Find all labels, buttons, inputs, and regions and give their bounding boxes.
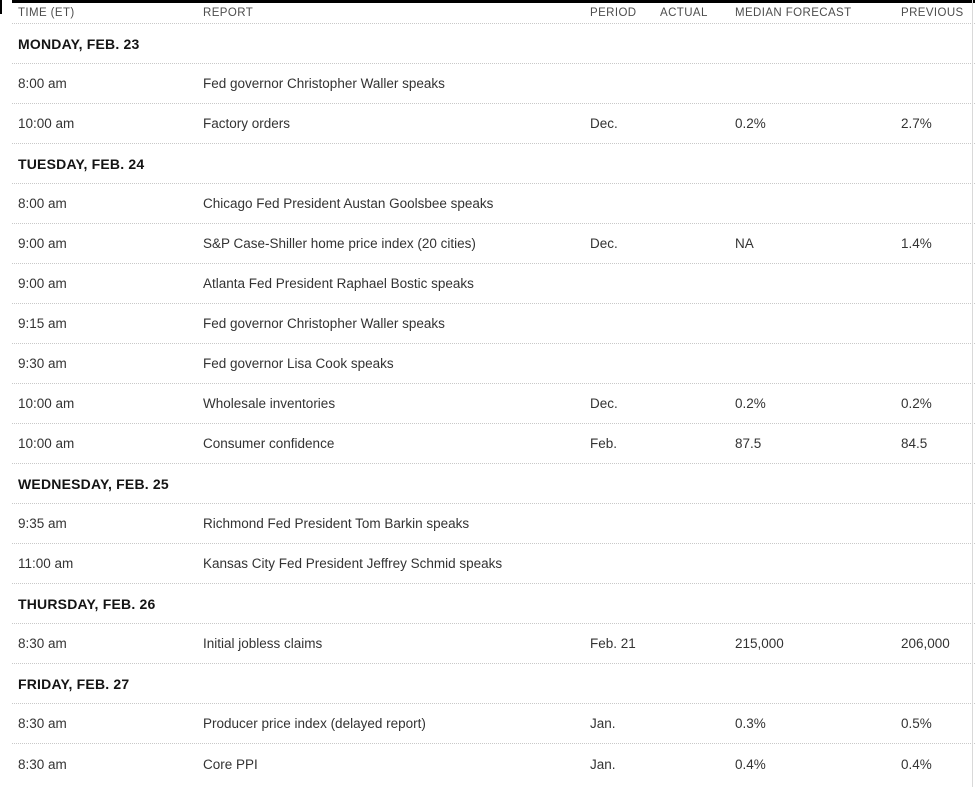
table-row	[12, 104, 975, 144]
cell-report: Initial jobless claims	[203, 636, 323, 651]
cell-time: 10:00 am	[18, 116, 75, 131]
cell-time: 8:00 am	[18, 196, 67, 211]
cell-median_forecast: 87.5	[735, 436, 762, 451]
cell-median_forecast: NA	[735, 236, 754, 251]
column-header-time: TIME (ET)	[18, 7, 75, 19]
cell-report: Consumer confidence	[203, 436, 335, 451]
corner-tick-mark	[0, 0, 2, 14]
column-header-report: REPORT	[203, 7, 254, 19]
day-header-label: TUESDAY, FEB. 24	[18, 155, 145, 172]
cell-previous: 0.5%	[901, 716, 932, 731]
table-row	[12, 264, 975, 304]
cell-report: Kansas City Fed President Jeffrey Schmid speaks	[203, 556, 503, 571]
table-row	[12, 64, 975, 104]
table-row	[12, 744, 975, 784]
cell-report: Richmond Fed President Tom Barkin speaks	[203, 516, 470, 531]
cell-period: Feb. 21	[590, 636, 636, 651]
right-edge-line	[972, 0, 973, 787]
table-row	[12, 184, 975, 224]
day-header-row	[12, 584, 975, 624]
table-row	[12, 344, 975, 384]
cell-previous: 2.7%	[901, 116, 932, 131]
column-header-median_forecast: MEDIAN FORECAST	[735, 7, 852, 19]
cell-time: 8:30 am	[18, 636, 67, 651]
table-header-row	[12, 3, 975, 24]
cell-median_forecast: 0.2%	[735, 396, 766, 411]
day-header-row	[12, 664, 975, 704]
cell-report: Factory orders	[203, 116, 291, 131]
cell-report: Fed governor Christopher Waller speaks	[203, 76, 445, 91]
day-header-row	[12, 144, 975, 184]
column-header-previous: PREVIOUS	[901, 7, 964, 19]
table-row	[12, 224, 975, 264]
cell-previous: 206,000	[901, 636, 950, 651]
table-row	[12, 504, 975, 544]
table-row	[12, 704, 975, 744]
cell-time: 10:00 am	[18, 396, 75, 411]
table-row	[12, 544, 975, 584]
cell-time: 11:00 am	[18, 556, 74, 571]
cell-report: Fed governor Christopher Waller speaks	[203, 316, 445, 331]
cell-median_forecast: 0.2%	[735, 116, 766, 131]
cell-time: 10:00 am	[18, 436, 75, 451]
cell-median_forecast: 0.4%	[735, 756, 766, 772]
cell-period: Jan.	[590, 756, 616, 772]
cell-time: 9:15 am	[18, 316, 67, 331]
cell-time: 9:30 am	[18, 356, 67, 371]
table-row	[12, 304, 975, 344]
cell-median_forecast: 0.3%	[735, 716, 766, 731]
cell-time: 9:35 am	[18, 516, 67, 531]
economic-calendar-table	[12, 0, 975, 784]
table-row	[12, 384, 975, 424]
cell-report: S&P Case-Shiller home price index (20 cities)	[203, 236, 476, 251]
cell-period: Dec.	[590, 396, 618, 411]
day-header-label: WEDNESDAY, FEB. 25	[18, 475, 169, 492]
cell-period: Feb.	[590, 436, 618, 451]
cell-time: 8:30 am	[18, 756, 67, 772]
table-row	[12, 424, 975, 464]
cell-report: Atlanta Fed President Raphael Bostic speaks	[203, 276, 474, 291]
cell-report: Core PPI	[203, 756, 258, 772]
cell-previous: 84.5	[901, 436, 928, 451]
column-header-period: PERIOD	[590, 7, 637, 19]
cell-median_forecast: 215,000	[735, 636, 784, 651]
cell-report: Wholesale inventories	[203, 396, 336, 411]
cell-period: Jan.	[590, 716, 616, 731]
table-body	[12, 24, 975, 784]
day-header-row	[12, 464, 975, 504]
day-header-row	[12, 24, 975, 64]
day-header-label: FRIDAY, FEB. 27	[18, 675, 130, 692]
cell-previous: 0.4%	[901, 756, 932, 772]
cell-report: Fed governor Lisa Cook speaks	[203, 356, 394, 371]
column-header-actual: ACTUAL	[660, 7, 708, 19]
day-header-label: THURSDAY, FEB. 26	[18, 595, 156, 612]
cell-time: 8:30 am	[18, 716, 67, 731]
table-row	[12, 624, 975, 664]
cell-previous: 0.2%	[901, 396, 932, 411]
cell-period: Dec.	[590, 236, 618, 251]
cell-previous: 1.4%	[901, 236, 932, 251]
cell-report: Producer price index (delayed report)	[203, 716, 426, 731]
cell-time: 9:00 am	[18, 236, 67, 251]
cell-period: Dec.	[590, 116, 618, 131]
day-header-label: MONDAY, FEB. 23	[18, 35, 140, 52]
cell-time: 8:00 am	[18, 76, 67, 91]
cell-time: 9:00 am	[18, 276, 67, 291]
cell-report: Chicago Fed President Austan Goolsbee speaks	[203, 196, 494, 211]
